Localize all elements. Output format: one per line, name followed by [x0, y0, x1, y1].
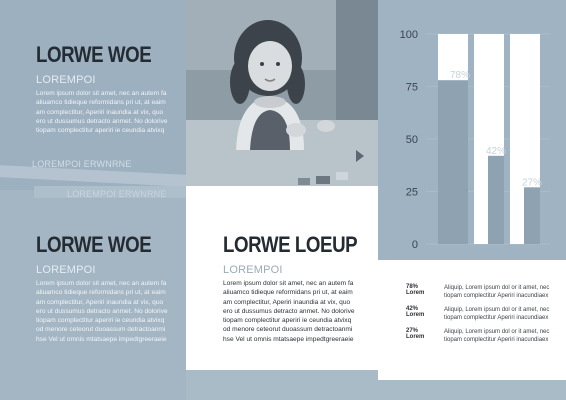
bar [524, 187, 540, 244]
text-line: am complectitur, Aperiri inaundia at vix, quo [223, 298, 351, 306]
left-footer-band [0, 378, 186, 400]
y-tick-label: 100 [399, 29, 418, 41]
left-bottom-paragraph [36, 279, 186, 344]
text-line: hse Vel ut omnis mtatsaepe impedtgreeraeie [223, 335, 354, 343]
left-top-title: LORWE WOE [36, 42, 152, 67]
y-tick-label: 25 [405, 186, 418, 199]
text-line: aliuamco tidieque reformidans pri ut, at eaim [36, 289, 166, 297]
left-top-subtitle: LOREMPOI [36, 74, 96, 86]
text-line: Lorem ipsum dolor sit amet, nec an autem fa [36, 90, 167, 97]
bar-track [474, 34, 490, 244]
legend-key: 27% Lorem [406, 328, 425, 340]
text-line: ero ut dussumus detracto anmet. No dolorive [36, 117, 168, 125]
bar-chart [378, 0, 566, 265]
middle-subtitle: LOREMPOI [223, 264, 283, 276]
middle-title: LORWE LOEUP [223, 232, 358, 257]
text-line: ero ut dussumus detracto anmet. No dolorive [223, 307, 355, 315]
text-line: am complectitur, Aperiri inaundia at vix, quo [36, 298, 164, 306]
data-label: 42% [485, 145, 507, 157]
y-tick-label: 75 [405, 81, 418, 94]
text-line: tiopam complectitur aperiri ie ceundia atvixq [36, 127, 165, 135]
text-line: od menore ceteorut duoassum detractoanmi [36, 326, 166, 334]
left-top-paragraph [36, 89, 186, 135]
child-photo [186, 0, 378, 186]
left-bottom-title: LORWE WOE [36, 232, 152, 257]
legend-text: Aliquip, Lorem ipsum dol or it amet, nec tiopam complectitur Aperiri inacundiaex [444, 329, 550, 343]
data-label: 78% [449, 70, 471, 82]
text-line: ero ut dussumus detracto anmet. No dolorive [36, 307, 168, 315]
arrow-ribbon [0, 166, 186, 206]
legend-item [406, 284, 554, 300]
bar-track [510, 34, 526, 244]
legend-key: 78% Lorem [406, 284, 425, 296]
text-line: aliuamco tidieque reformidans pri ut, at eaim [223, 289, 353, 297]
legend-item [406, 328, 554, 344]
text-line: tiopam complectitur aperiri ie ceundia atvixq [223, 317, 352, 325]
text-line: hse Vel ut omnis mtatsaepe impedtgreeraeie [36, 335, 167, 343]
text-line: od menore ceteorut duoassum detractoanmi [223, 326, 353, 334]
text-line: Lorem ipsum dolor sit amet, nec an autem fa [36, 280, 167, 287]
text-line: aliuamco tidieque reformidans pri ut, at eaim [36, 99, 166, 107]
text-line: tiopam complectitur aperiri ie ceundia atvixq [36, 317, 165, 325]
legend-text: Aliquip, Lorem ipsum dol or it amet, nec tiopam complectitur Aperiri inacundiaex [444, 307, 550, 321]
legend-text: Aliquip, Lorem ipsum dol or it amet, nec tiopam complectitur Aperiri inacundiaex [444, 285, 550, 299]
text-line: am complectitur, Aperiri inaundia at vix, quo [36, 108, 164, 116]
text-line: Lorem ipsum dolor sit amet, nec an autem fa [223, 280, 354, 287]
left-bottom-subtitle: LOREMPOI [36, 264, 96, 276]
legend-item [406, 306, 554, 322]
bar [488, 156, 504, 244]
y-tick-label: 0 [411, 239, 418, 251]
data-label: 27% [521, 177, 543, 189]
bar [452, 80, 468, 244]
legend-key: 42% Lorem [406, 306, 425, 318]
y-tick-label: 50 [405, 134, 418, 146]
ribbon-label-2: LOREMPOI ERWNRNE [67, 189, 167, 199]
ribbon-label-1: LOREMPOI ERWNRNE [32, 159, 132, 169]
middle-paragraph [223, 279, 378, 344]
bar [438, 80, 454, 244]
photo-illustration [186, 0, 378, 186]
